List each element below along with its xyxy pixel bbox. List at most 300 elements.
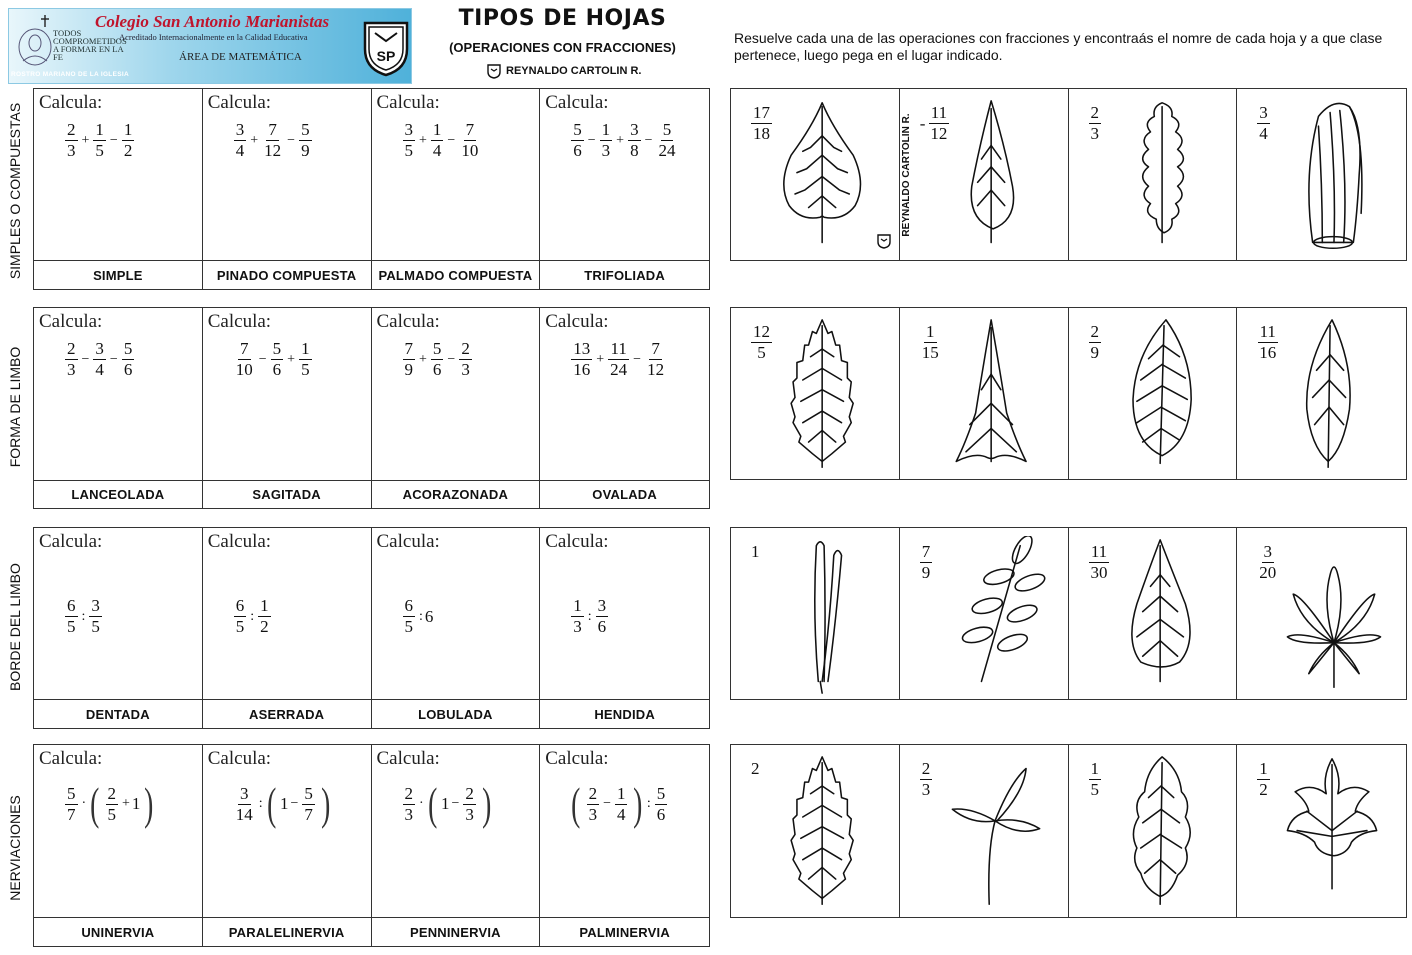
denominator: 16 [573,360,591,379]
operator: · [419,796,424,811]
school-footer-motto: ROSTRO MARIANO DE LA IGLESIA [11,71,129,78]
fraction [1257,322,1278,363]
fraction [271,339,284,380]
denominator: 5 [91,617,100,636]
fraction [234,784,255,825]
leaf-value-line [1089,103,1102,144]
expression-line [400,778,534,829]
numerator: 3 [235,120,245,139]
denominator: 4 [1259,124,1268,143]
category-label: FORMA DE LIMBO [7,346,23,468]
category-label: BORDE DEL LIMBO [7,563,23,691]
leaf-grass-icon [1277,97,1389,257]
fraction-expression [62,339,196,380]
leaf-value [1089,322,1102,363]
leaf-type-name: SAGITADA [203,481,372,508]
numerator: 2 [588,783,598,803]
numerator: 3 [1263,542,1272,561]
denominator: 3 [601,141,611,160]
leaf-value-line [920,322,941,363]
leaf-lanceolate-icon [1277,316,1389,476]
leaf-value-line [751,542,760,562]
fraction [645,339,666,380]
denominator: 5 [95,141,104,160]
leaf-card-row [730,307,1407,480]
expression-line [231,339,365,380]
denominator: 3 [461,360,470,379]
leaf-value [1089,542,1110,583]
calc-label: Calcula: [545,311,609,332]
leaf-card[interactable] [1237,89,1406,260]
denominator: 5 [301,360,310,379]
operator: : [81,608,86,624]
exercise-cell[interactable] [34,308,203,481]
leaf-value-integer: 1 [751,542,760,561]
fraction [234,339,255,380]
exercise-cell[interactable] [34,745,203,918]
leaf-card-row [730,744,1407,918]
numerator: 3 [597,596,607,615]
fraction [751,103,772,144]
denominator: 9 [1090,343,1099,362]
denominator: 5 [235,617,245,636]
fraction-expression [62,120,196,161]
calc-label: Calcula: [376,748,440,769]
leaf-card[interactable] [1069,308,1238,479]
close-paren: ) [144,778,154,829]
leaf-card[interactable] [731,89,900,260]
leaf-type-name: HENDIDA [594,706,655,722]
leaf-sagittate-icon [940,316,1052,476]
numerator: 11 [1259,322,1276,341]
fraction [122,120,135,161]
operator: − [603,796,611,811]
denominator: 5 [757,343,766,362]
calc-label: Calcula: [39,531,103,552]
numerator: 7 [921,542,931,561]
leaf-type-name: LOBULADA [372,700,541,728]
fraction-expression [400,596,534,637]
numerator: 5 [67,783,76,803]
denominator: 24 [658,141,676,160]
operator: : [587,608,592,624]
numerator: 3 [404,120,413,139]
fraction-expression [62,778,196,829]
calc-label: Calcula: [376,531,440,552]
denominator: 4 [616,804,626,824]
leaf-value [920,542,933,583]
exercise-table [33,88,710,290]
numerator: 6 [235,596,245,615]
integer: 1 [279,794,289,813]
expression-line [568,596,703,637]
expression-line [400,339,534,380]
leaf-type-name: PALMADO COMPUESTA [372,261,541,289]
leaf-value-line [751,103,772,144]
calc-label: Calcula: [545,531,609,552]
fraction [459,120,480,161]
fraction [1089,542,1110,583]
numerator: 1 [123,120,133,139]
denominator: 12 [264,141,282,160]
numerator: 12 [753,322,770,341]
author-shield-icon [486,63,502,79]
denominator: 18 [753,124,770,143]
denominator: 30 [1090,563,1108,582]
leaf-value-line [1089,322,1102,363]
fraction-expression [231,778,365,829]
numerator: 17 [753,103,770,122]
fraction [65,784,78,825]
leaf-card[interactable] [1069,89,1238,260]
numerator: 7 [240,339,249,358]
fraction [65,339,78,380]
expression-line [568,778,703,829]
numerator: 2 [465,783,474,803]
operator: − [109,132,118,148]
leaf-value-line [1089,542,1110,583]
leaf-type-name: PINADO COMPUESTA [203,261,372,289]
operator: − [451,796,460,811]
fraction [65,120,78,161]
leaf-card[interactable] [1237,528,1406,699]
denominator: 2 [123,141,133,160]
fraction [655,784,668,825]
numerator: 6 [404,596,413,615]
fraction [93,339,106,380]
numerator: 11 [930,103,948,122]
fraction [656,120,677,161]
leaf-card[interactable] [900,528,1069,699]
leaf-card-row [730,88,1407,261]
fraction [302,784,315,825]
leaf-value [1089,103,1102,144]
fraction [920,759,933,800]
fraction [1089,322,1102,363]
numerator: 3 [91,596,100,615]
fraction [234,596,247,637]
denominator: 3 [921,780,931,799]
leaf-type-name: ASERRADA [203,700,372,728]
denominator: 10 [235,360,253,379]
fraction [1089,103,1102,144]
exercise-cell[interactable] [203,308,372,481]
close-paren: ) [633,778,643,829]
fraction-expression [62,596,196,637]
numerator: 5 [432,339,442,358]
school-logo-banner [8,8,412,84]
calc-label: Calcula: [545,748,609,769]
operator: − [587,132,596,148]
numerator: 5 [304,783,313,803]
leaf-type-name: PENNINERVIA [372,918,541,946]
school-motto: TODOS COMPROMETIDOS A FORMAR EN LA FE [53,28,127,62]
fraction [106,784,119,825]
leaf-card[interactable] [1069,745,1238,917]
leaf-value [751,322,772,363]
operator: + [419,132,427,148]
fraction-expression [400,339,534,380]
fraction [403,120,416,161]
exercise-cell[interactable] [540,89,709,261]
leaf-type-name: SIMPLE [34,261,203,289]
leaf-card[interactable] [1237,745,1406,917]
fraction [299,120,312,161]
close-paren: ) [481,778,492,829]
fraction [431,120,444,161]
expression-line [400,596,534,637]
fraction [596,596,609,637]
category-label: SIMPLES O COMPUESTAS [7,102,23,280]
leaf-value [751,103,772,144]
leaf-value-line [751,759,760,779]
fraction [608,339,629,380]
denominator: 3 [67,360,76,379]
leaf-value [1257,103,1270,144]
numerator: 5 [272,339,282,358]
fraction [587,784,600,825]
operator: : [646,796,651,811]
leaf-card[interactable] [731,308,900,479]
numerator: 1 [301,339,310,358]
exercise-cell[interactable] [372,89,541,261]
leaf-value [1089,759,1102,800]
operator: + [616,132,625,148]
denominator: 3 [67,141,76,160]
leaf-oval-icon [1109,316,1221,476]
numerator: 2 [67,120,76,139]
open-paren: ( [90,778,100,829]
denominator: 24 [610,360,628,379]
leaf-value [1257,542,1278,583]
denominator: 7 [304,804,313,824]
page-subtitle: (OPERACIONES CON FRACCIONES) [449,40,676,55]
leaf-card[interactable] [731,528,900,699]
leaf-card[interactable] [1237,308,1406,479]
denominator: 2 [1259,780,1268,799]
fraction-expression [231,339,365,380]
numerator: 1 [926,322,935,341]
leaf-value [920,322,941,363]
calc-label: Calcula: [207,748,272,769]
denominator: 3 [588,804,598,824]
leaf-value-line [1257,759,1270,800]
denominator: 12 [647,360,665,379]
numerator: 13 [573,339,591,358]
operator: − [287,132,296,148]
leaf-card[interactable] [900,89,1069,260]
denominator: 16 [1259,343,1277,362]
exercise-cell[interactable] [540,308,709,481]
exercise-table [33,307,710,509]
leaf-card[interactable] [900,745,1069,917]
leaf-ovate-icon [1109,536,1221,696]
numerator: 2 [1090,322,1099,341]
fraction [751,322,772,363]
exercise-cell[interactable] [540,528,709,700]
fraction-expression [231,120,365,161]
operator: + [596,351,605,367]
denominator: 3 [1090,124,1099,143]
denominator: 6 [573,141,582,160]
numerator: 1 [1259,759,1268,778]
page-title: TIPOS DE HOJAS [458,6,667,31]
open-paren: ( [571,778,581,829]
integer: 1 [441,794,450,813]
denominator: 5 [107,804,116,824]
leaf-card[interactable] [1069,528,1238,699]
fraction-expression [568,596,703,637]
exercise-cell[interactable] [540,745,709,918]
denominator: 6 [123,360,133,379]
denominator: 4 [235,141,245,160]
expression-line [231,778,365,829]
calc-label: Calcula: [207,531,272,552]
operator: · [81,796,87,811]
school-name: Colegio San Antonio Marianistas [95,12,330,31]
operator: : [258,796,263,811]
fraction-expression [400,120,534,161]
leaf-value-line [751,322,772,363]
numerator: 6 [67,596,76,615]
open-paren: ( [427,778,437,829]
leaf-value-line [920,759,933,800]
fraction [1257,759,1270,800]
numerator: 3 [630,120,639,139]
leaf-value-line [1257,542,1278,583]
numerator: 2 [67,339,76,358]
leaf-value-line [1089,759,1102,800]
denominator: 8 [630,141,639,160]
leaf-card[interactable] [731,745,900,917]
fraction [920,322,941,363]
school-shield-icon [361,19,411,77]
fraction [65,596,78,637]
fraction [463,784,476,825]
leaf-value-line [1257,322,1278,363]
exercise-cell[interactable] [203,745,372,918]
denominator: 4 [432,141,442,160]
operator: − [258,351,267,367]
exercise-cell[interactable] [203,89,372,261]
leaf-type-name: LANCEOLADA [34,481,203,508]
expression-line [231,596,365,637]
exercise-table [33,527,710,729]
denominator: 20 [1259,563,1277,582]
leaf-wavy-oval-icon [1109,753,1221,913]
denominator: 5 [67,617,76,636]
denominator: 14 [235,804,253,824]
exercise-cell[interactable] [203,528,372,700]
leaf-value-sign: - [919,113,926,133]
expression-line [62,596,196,637]
fraction [262,120,283,161]
expression-line [62,778,196,829]
expression-line [231,120,365,161]
exercise-cell[interactable] [372,745,541,918]
numerator: 2 [461,339,470,358]
denominator: 9 [404,360,413,379]
operator: + [81,132,90,148]
operator: − [644,132,653,148]
leaf-card[interactable] [900,308,1069,479]
side-shield-icon [876,233,892,249]
calc-label: Calcula: [207,311,272,332]
denominator: 6 [432,360,442,379]
leaf-serrate-icon [771,316,883,476]
operator: − [109,351,118,367]
operator: − [290,796,299,811]
numerator: 11 [1090,542,1108,561]
fraction-expression [400,778,534,829]
expression-line [400,120,534,161]
numerator: 7 [268,120,277,139]
fraction [628,120,641,161]
calc-label: Calcula: [207,92,272,113]
denominator: 6 [597,617,607,636]
calc-label: Calcula: [39,748,103,769]
shield-letters: SP [376,48,396,64]
numerator: 1 [616,783,626,803]
denominator: 9 [301,141,310,160]
exercise-cell[interactable] [34,528,203,700]
calc-label: Calcula: [39,311,103,332]
operator: − [447,132,456,148]
fraction-expression [568,120,703,161]
side-author-credit: REYNALDO CARTOLIN R. [901,113,912,237]
leaf-palmate-icon [1277,536,1389,696]
fraction [89,596,102,637]
numerator: 11 [610,339,627,358]
subject-area: ÁREA DE MATEMÁTICA [179,51,302,63]
fraction [403,596,416,637]
open-paren: ( [266,778,276,829]
denominator: 3 [573,617,582,636]
numerator: 1 [573,596,582,615]
numerator: 7 [404,339,413,358]
exercise-cell[interactable] [372,528,541,700]
denominator: 2 [260,617,269,636]
numerator: 3 [240,783,249,803]
leaf-serrate-icon [771,753,883,913]
numerator: 5 [301,120,310,139]
leaf-type-name: PARALELINERVIA [203,918,372,946]
fraction [1257,103,1270,144]
fraction [1089,759,1102,800]
operator: − [447,351,456,367]
operator: + [287,351,296,367]
leaf-value [920,759,933,800]
denominator: 5 [1090,780,1099,799]
denominator: 5 [404,617,413,636]
exercise-cell[interactable] [34,89,203,261]
fraction [234,120,247,161]
leaf-narrow-icon [940,97,1052,257]
denominator: 7 [67,804,76,824]
denominator: 4 [95,360,104,379]
leaf-value [751,542,760,562]
numerator: 5 [656,783,666,803]
calc-label: Calcula: [376,92,440,113]
numerator: 7 [465,120,475,139]
calc-label: Calcula: [545,92,609,113]
author-name: REYNALDO CARTOLIN R. [506,65,642,77]
exercise-cell[interactable] [372,308,541,481]
leaf-trifoliate-icon [940,753,1052,913]
leaf-value-line [920,542,933,583]
leaf-value [1257,759,1270,800]
operator: − [633,351,642,367]
